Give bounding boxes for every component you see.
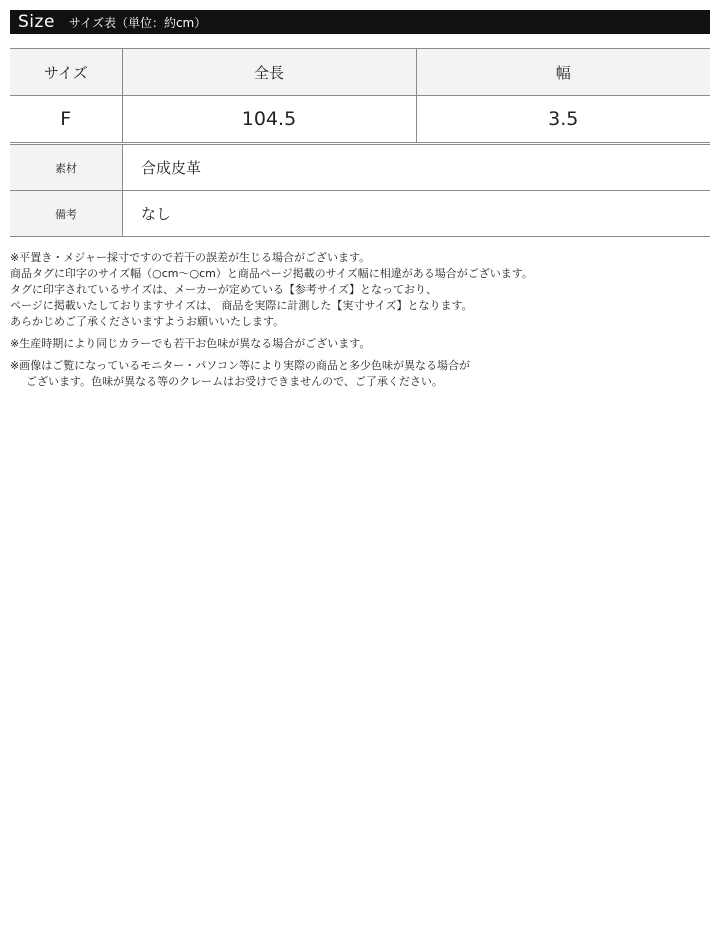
size-table-row xyxy=(10,96,710,143)
size-table-header-row xyxy=(10,49,710,96)
size-corner-label: サイズ xyxy=(10,49,122,96)
size-subtitle: サイズ表（単位：約cm） xyxy=(68,15,207,30)
info-row-material xyxy=(10,145,710,191)
note-line: ※画像はご覧になっているモニター・パソコン等により実際の商品と多少色味が異なる場合が xyxy=(10,359,470,372)
notes-section xyxy=(10,250,710,390)
material-label: 素材 xyxy=(10,145,123,191)
remarks-value: なし xyxy=(123,191,711,237)
note-line: ※平置き・メジャー採寸ですので若干の誤差が生じる場合がございます。 xyxy=(10,251,371,264)
note-line: あらかじめご了承くださいますようお願いいたします。 xyxy=(10,315,285,328)
width-value: 3.5 xyxy=(416,96,710,143)
note-line: 商品タグに印字のサイズ幅（○cm〜○cm）と商品ページ掲載のサイズ幅に相違がある場合がございます。 xyxy=(10,267,533,280)
note-line: ページに掲載いたしておりますサイズは、 商品を実際に計測した【実寸サイズ】となります。 xyxy=(10,299,473,312)
info-table xyxy=(10,144,710,237)
length-value: 104.5 xyxy=(122,96,416,143)
column-header-width: 幅 xyxy=(416,49,710,96)
size-header-bar xyxy=(10,10,710,34)
material-value: 合成皮革 xyxy=(123,145,711,191)
note-line: タグに印字されているサイズは、メーカーが定めている【参考サイズ】となっており、 xyxy=(10,283,438,296)
column-header-length: 全長 xyxy=(122,49,416,96)
remarks-label: 備考 xyxy=(10,191,123,237)
size-title: Size xyxy=(18,12,55,32)
size-table xyxy=(10,48,710,143)
size-value: F xyxy=(10,96,122,143)
info-row-remarks xyxy=(10,191,710,237)
note-line: ※生産時期により同じカラーでも若干お色味が異なる場合がございます。 xyxy=(10,337,371,350)
note-line: ございます。色味が異なる等のクレームはお受けできませんので、ご了承ください。 xyxy=(26,375,443,388)
